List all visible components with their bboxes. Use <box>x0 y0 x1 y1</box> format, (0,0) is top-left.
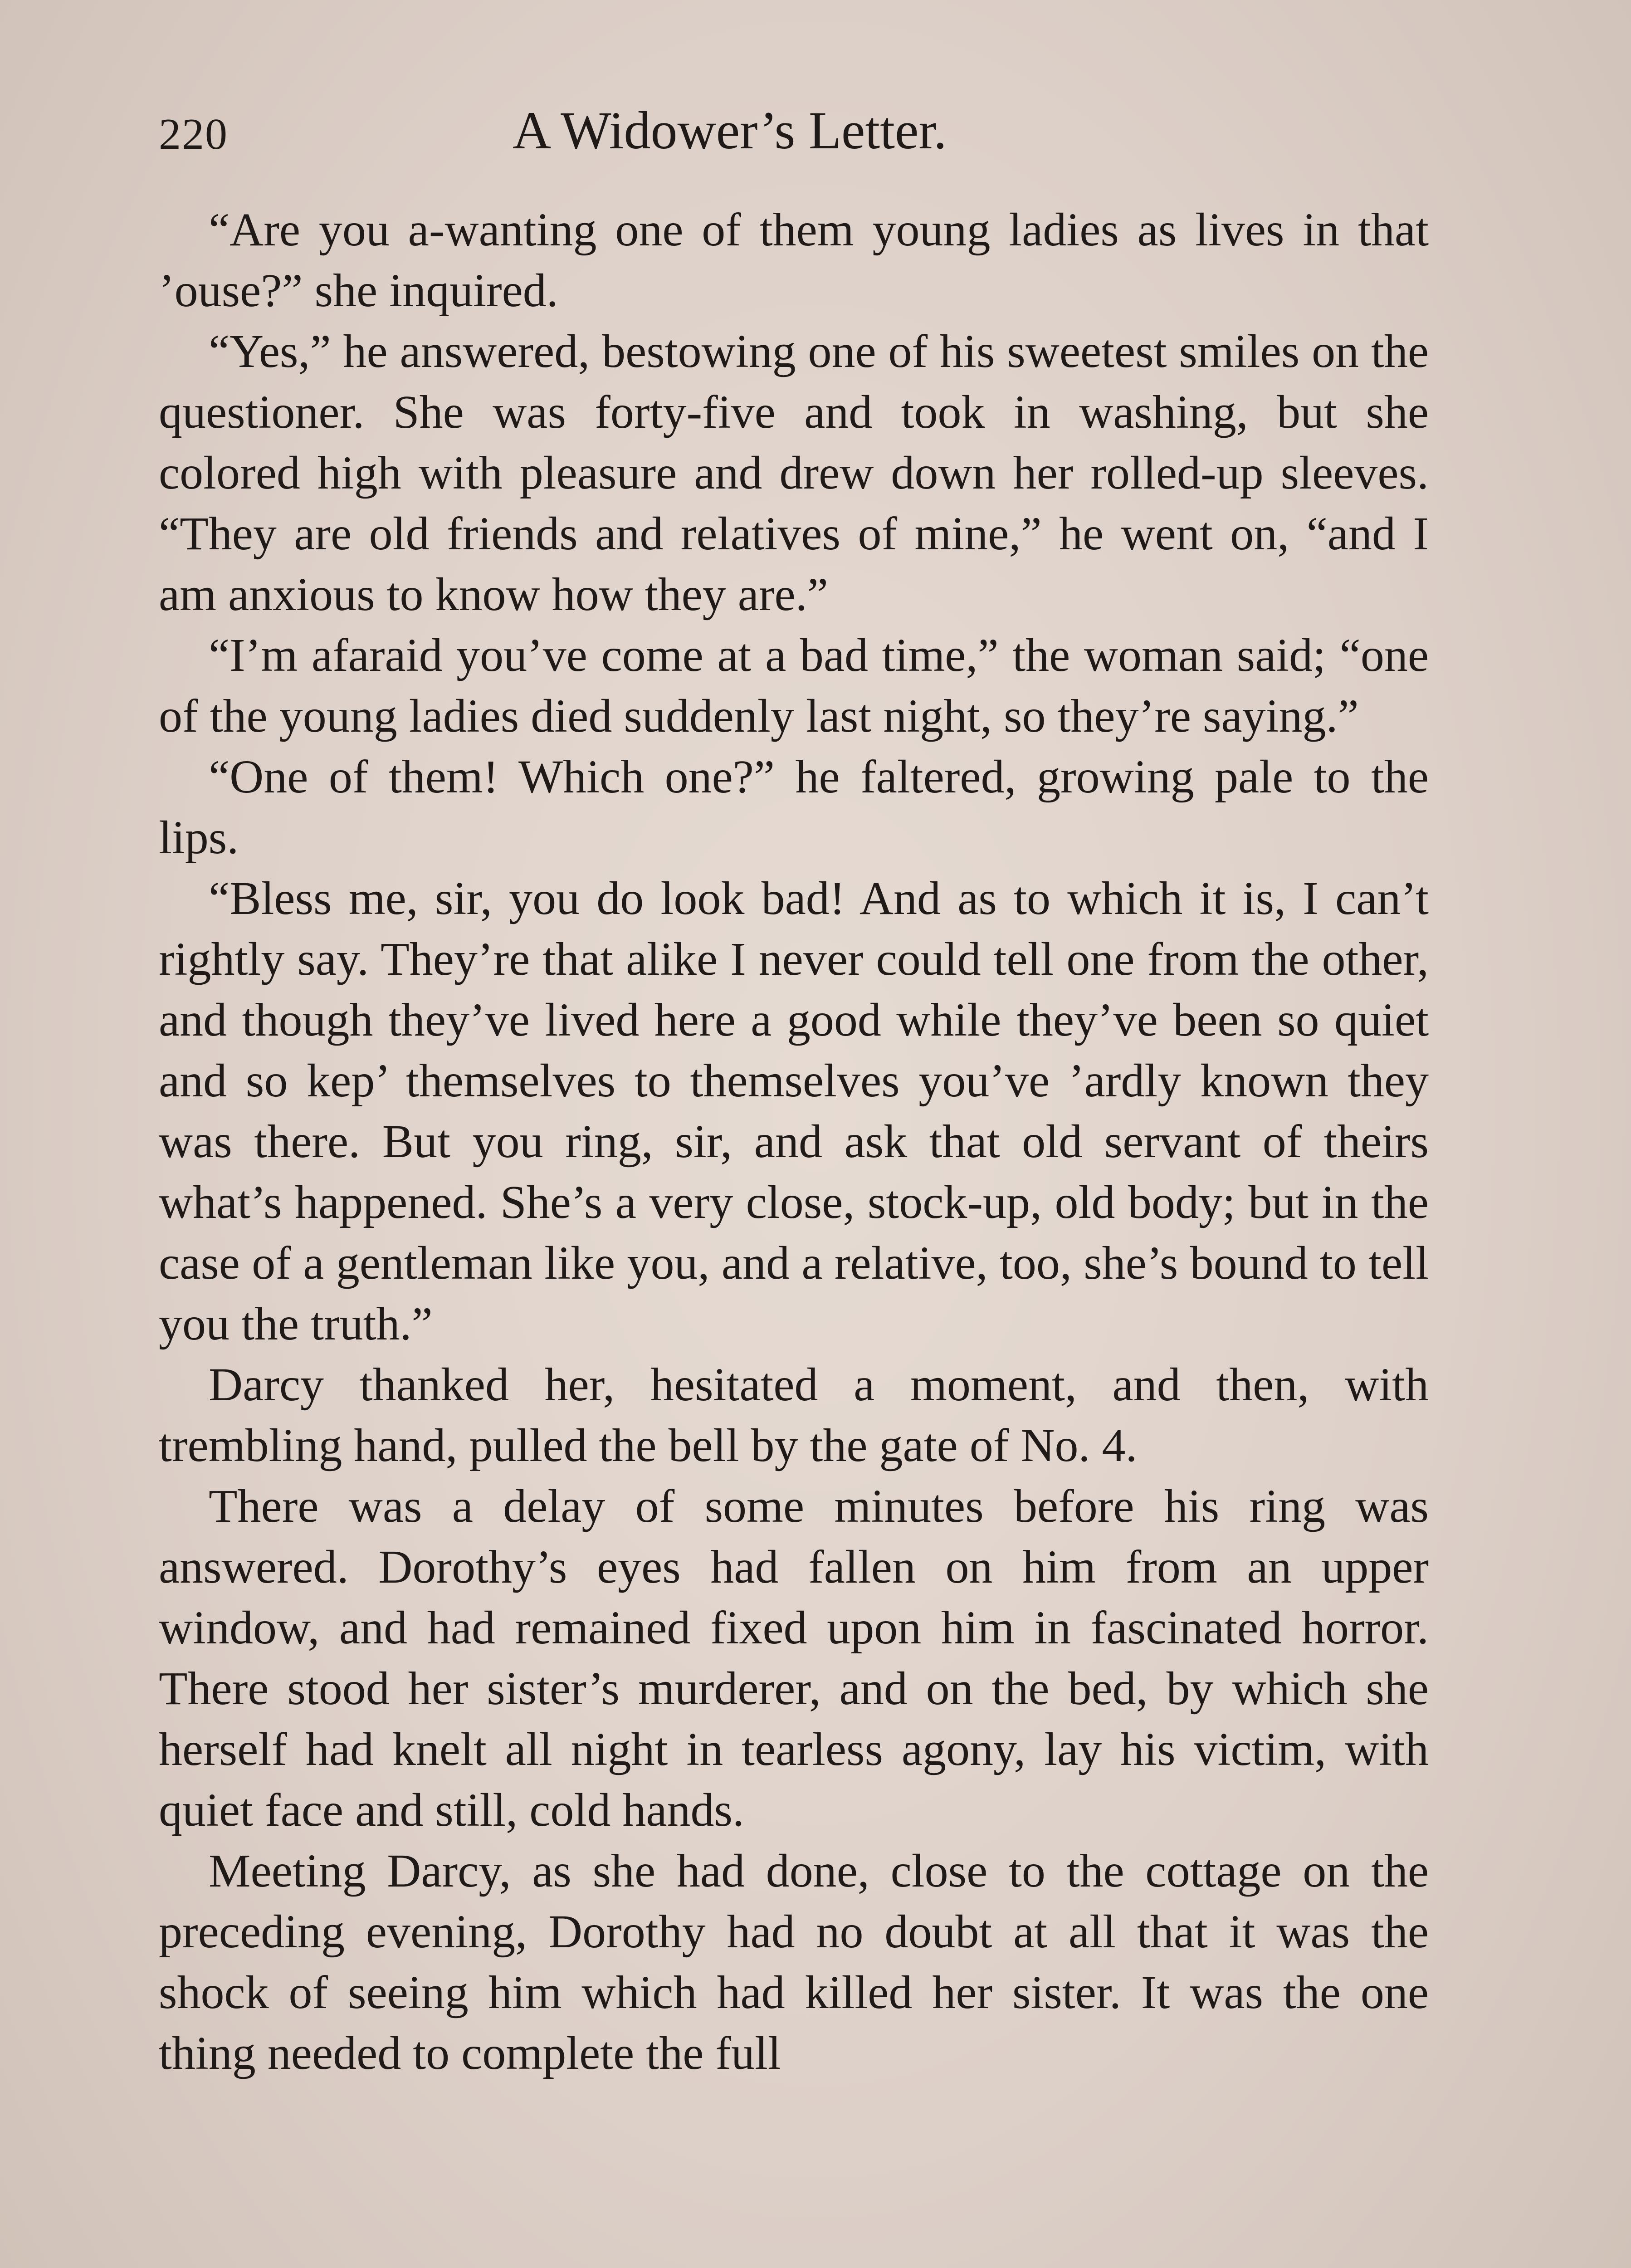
body-text <box>159 200 1429 2084</box>
page-number: 220 <box>159 110 228 159</box>
paragraph: “Bless me, sir, you do look bad! And as to which it is, I can’t rightly say. They’re that alike I never could tell one from the other, and though they’ve lived here a good while they’ve been so quiet and so kep’ themselves to themselves you’ve ’ardly known they was there. But you ring, sir, and ask that old servant of theirs what’s happened. She’s a very close, stock-up, old body; but in the case of a gentleman like you, and a relative, too, she’s bound to tell you the truth.” <box>159 872 1429 1350</box>
running-title: A Widower’s Letter. <box>513 101 947 160</box>
paragraph: Meeting Darcy, as she had done, close to the cottage on the preceding evening, Dorothy had no doubt at all that it was the shock of seeing him which had killed her sister. It was the one thing needed to complete the full <box>159 1845 1429 2079</box>
paragraph: Darcy thanked her, hesitated a moment, and then, with trembling hand, pulled the bell by the gate of No. 4. <box>159 1359 1429 1471</box>
paragraph: “I’m afaraid you’ve come at a bad time,” the woman said; “one of the young ladies died suddenly last night, so they’re saying.” <box>159 629 1429 742</box>
paragraph: “One of them! Which one?” he faltered, growing pale to the lips. <box>159 751 1429 864</box>
page-header <box>159 100 1429 172</box>
paragraph: “Yes,” he answered, bestowing one of his sweetest smiles on the questioner. She was forty-five and took in washing, but she colored high with pleasure and drew down her rolled-up sleeves. “They are old friends and relatives of mine,” he went on, “and I am anxious to know how they are.” <box>159 325 1429 621</box>
paragraph: “Are you a-wanting one of them young ladies as lives in that ’ouse?” she inquired. <box>159 204 1429 317</box>
paragraph: There was a delay of some minutes before his ring was answered. Dorothy’s eyes had fallen on him from an upper window, and had remained fixed upon him in fascinated horror. There stood her sister’s murderer, and on the bed, by which she herself had knelt all night in tearless agony, lay his victim, with quiet face and still, cold hands. <box>159 1480 1429 1836</box>
